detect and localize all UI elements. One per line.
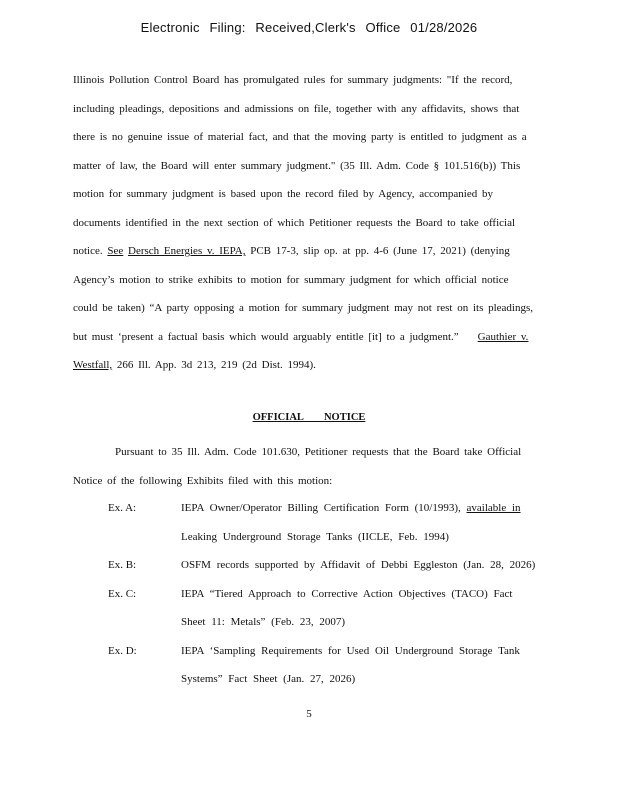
- exhibit-label: Ex. B:: [108, 559, 137, 571]
- filing-stamp-header: Electronic Filing: Received,Clerk's Office 01/28/2026: [140, 20, 478, 35]
- section-heading: [0, 412, 618, 423]
- case-citation-gauthier: Gauthier v. Westfall,: [73, 330, 529, 371]
- exhibit-label: Ex. C:: [108, 587, 137, 600]
- exhibit-list: [0, 494, 618, 694]
- exhibit-description: IEPA ‘Sampling Requirements for Used Oil Underground Storage Tank Systems” Fact Sheet (Jan. 27, 2026): [181, 644, 520, 685]
- paragraph-text: Illinois Pollution Control Board has promulgated rules for summary judgments: "If the record, including pleadings, depositions and admissions on file, together with any affidavits, shows that there is no genuine issue of material fact, and that the moving party is entitled to judgment as a matter of law, the Board will enter summary judgment." (35 Ill. Adm. Code § 101.516(b)) This motion for summary judgment is based upon the record filed by Agency, accompanied by documents identified in the next section of which Petitioner requests the Board to take official notice.: [73, 74, 527, 257]
- citation-signal: See: [107, 245, 124, 257]
- exhibit-description-text: Leaking Underground Storage Tanks (IICLE, Feb. 1994): [181, 530, 449, 543]
- exhibit-description: [181, 494, 537, 551]
- section-heading-text: OFFICIAL NOTICE: [252, 412, 366, 423]
- case-citation-dersch: Dersch Energies v. IEPA,: [128, 245, 246, 257]
- exhibit-description: OSFM records supported by Affidavit of Debbi Eggleston (Jan. 28, 2026): [181, 559, 536, 571]
- paragraph-text: PCB 17-3, slip op. at pp. 4-6 (June 17, 2021) (denying Agency’s motion to strike exhibits to motion for summary judgment for which official notice could be taken) “A party opposing a motion for summary judgment may not rest on its pleadings, but must ‘present a factual basis which would arguably entitle [it] to a judgment.”: [73, 245, 534, 343]
- available-in-text: available in: [466, 502, 521, 514]
- page-number: 5: [306, 708, 312, 720]
- exhibit-item-c: [0, 580, 618, 637]
- exhibit-label: Ex. D:: [108, 644, 137, 657]
- summary-judgment-paragraph: [73, 66, 533, 380]
- paragraph-text: 266 Ill. App. 3d 213, 219 (2d Dist. 1994).: [112, 359, 316, 371]
- exhibit-item-a: [0, 494, 618, 551]
- exhibit-item-d: [0, 637, 618, 694]
- exhibit-item-b: [0, 551, 618, 580]
- official-notice-paragraph: Pursuant to 35 Ill. Adm. Code 101.630, Petitioner requests that the Board take Official Notice of the following Exhibits filed with this motion:: [73, 446, 522, 487]
- exhibit-description: IEPA “Tiered Approach to Corrective Action Objectives (TACO) Fact Sheet 11: Metals” (Feb. 23, 2007): [181, 587, 513, 628]
- exhibit-description-text: IEPA Owner/Operator Billing Certification Form (10/1993),: [181, 502, 467, 514]
- exhibit-label: Ex. A:: [108, 502, 137, 514]
